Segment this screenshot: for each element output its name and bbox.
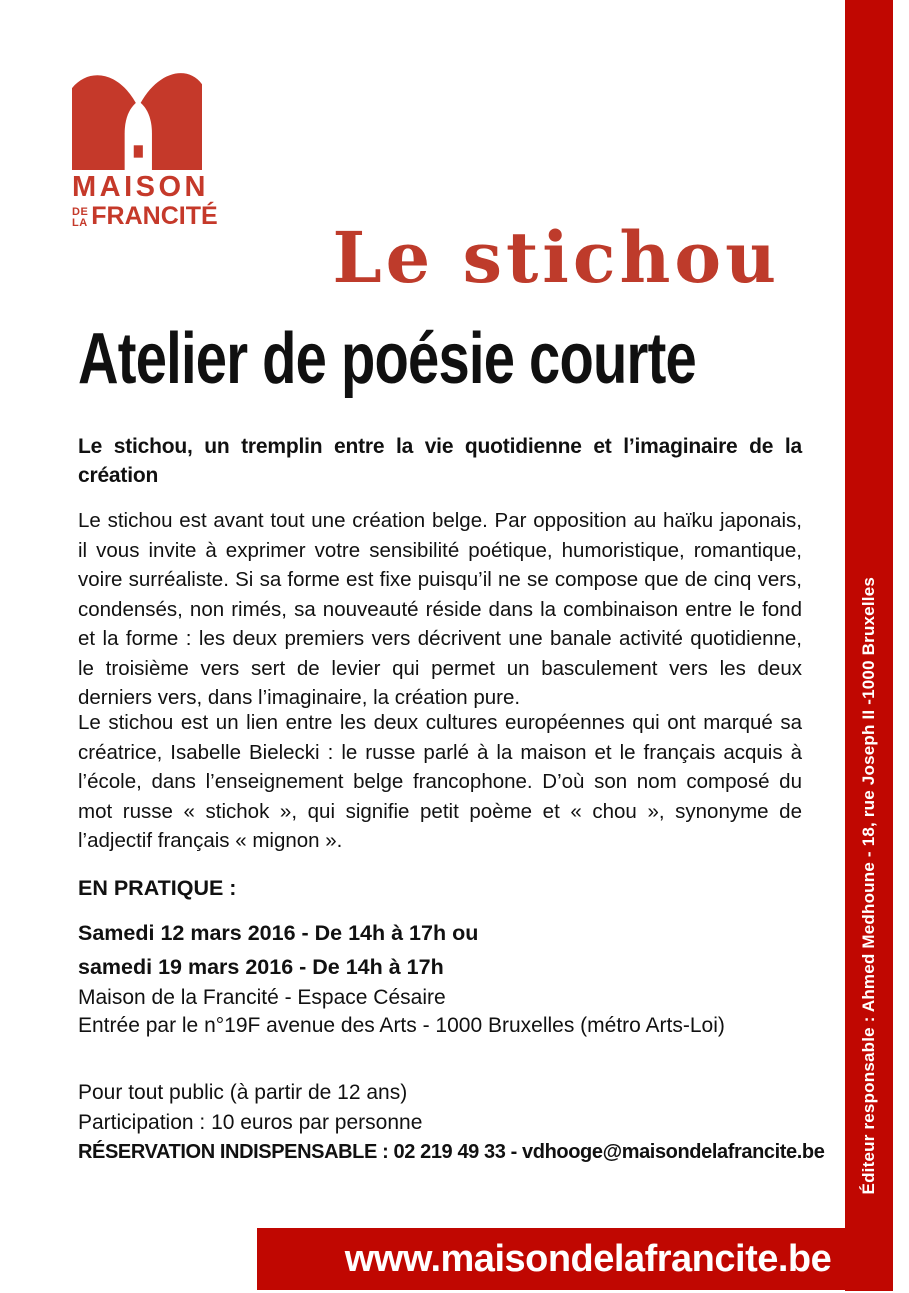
event-title: Le stichou [332, 216, 780, 299]
practical-date-option-2: samedi 19 mars 2016 - De 14h à 17h [78, 955, 444, 979]
practical-reservation-contact: RÉSERVATION INDISPENSABLE : 02 219 49 33 - vdhooge@maisondelafrancite.be [78, 1141, 825, 1163]
logo-word-francite-row [72, 204, 232, 229]
mdlf-logo-mark [72, 66, 202, 170]
editor-sidebar [845, 0, 893, 1194]
practical-audience: Pour tout public (à partir de 12 ans) [78, 1081, 408, 1104]
practical-fee: Participation : 10 euros par personne [78, 1111, 423, 1134]
intro-lead-paragraph: Le stichou, un tremplin entre la vie quotidienne et l’imaginaire de la création [78, 435, 802, 487]
practical-venue: Maison de la Francité - Espace Césaire [78, 986, 446, 1009]
logo-prefix-de: DE [72, 206, 89, 218]
logo-prefix-la: LA [72, 217, 88, 229]
logo-prefix-de-la [72, 207, 88, 229]
logo-word-francite: FRANCITÉ [91, 202, 218, 230]
logo-word-maison: MAISON [72, 171, 209, 203]
footer-website-bar [257, 1228, 893, 1290]
mdlf-logo [72, 66, 232, 229]
editor-responsible-text: Éditeur responsable : Ahmed Medhoune - 18, rue Joseph II -1000 Bruxelles [859, 576, 878, 1194]
practical-entrance: Entrée par le n°19F avenue des Arts - 1000 Bruxelles (métro Arts-Loi) [78, 1014, 725, 1037]
body-paragraph-2: Le stichou est un lien entre les deux cultures européennes qui ont marqué sa créatrice, Isabelle Bielecki : le russe parlé à la maison et le français acquis à l’école, dans l’enseignement belge francophone. D’où son nom composé du mot russe « stichok », qui signifie petit poème et « chou », synonyme de l’adjectif français « mignon ». [78, 711, 802, 852]
practical-date-option-1: Samedi 12 mars 2016 - De 14h à 17h ou [78, 921, 479, 945]
practical-section-heading: EN PRATIQUE : [78, 876, 237, 900]
footer-website-url: www.maisondelafrancite.be [344, 1237, 832, 1280]
body-paragraph-1: Le stichou est avant tout une création belge. Par opposition au haïku japonais, il vous invite à exprimer votre sensibilité poétique, humoristique, romantique, voire surréaliste. Si sa forme est fixe puisqu’il ne se compose que de cinq vers, condensés, non rimés, sa nouveauté réside dans la combinaison entre le fond et la forme : les deux premiers vers décrivent une banale activité quotidienne, le troisième vers sert de levier qui permet un basculement vers les deux derniers vers, dans l’imaginaire, la création pure. [78, 509, 802, 709]
page-headline: Atelier de poésie courte [78, 319, 696, 399]
